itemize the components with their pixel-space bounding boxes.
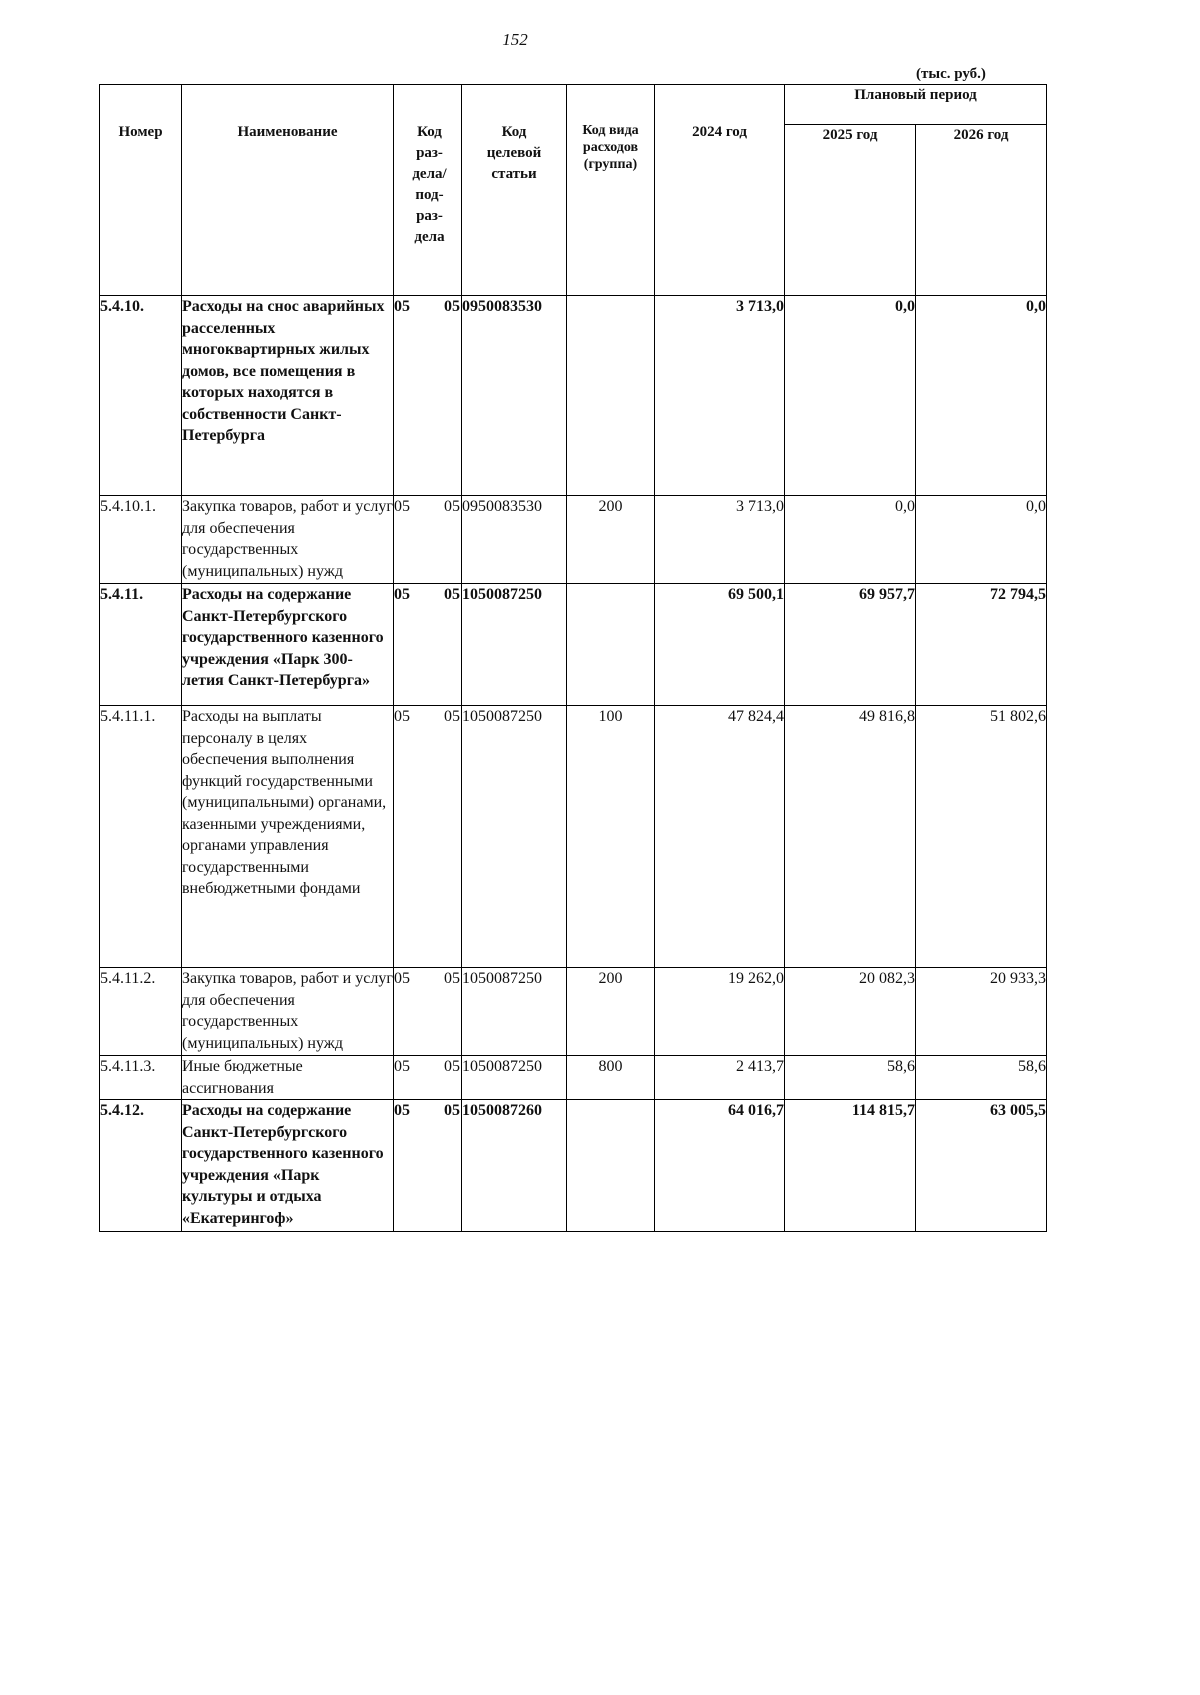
row-amount-2025: 49 816,8 <box>785 706 916 968</box>
table-row <box>100 968 1047 1056</box>
row-celevoy-code: 0950083530 <box>462 496 567 584</box>
row-amount-2024: 19 262,0 <box>655 968 785 1056</box>
row-celevoy-code: 0950083530 <box>462 296 567 496</box>
row-vid-code <box>567 584 655 706</box>
row-amount-2026: 0,0 <box>916 496 1047 584</box>
row-razdel-code <box>394 496 462 584</box>
row-amount-2026: 51 802,6 <box>916 706 1047 968</box>
row-amount-2024: 2 413,7 <box>655 1056 785 1100</box>
row-number: 5.4.11.1. <box>100 706 182 968</box>
razdel-code: 05 <box>394 970 410 987</box>
row-name: Расходы на содержание Санкт-Петербургского государственного казенного учреждения «Парк культуры и отдыха «Екатерингоф» <box>182 1100 394 1232</box>
table-row <box>100 1056 1047 1100</box>
header-celevoy: Код целевой статьи <box>462 85 567 296</box>
row-vid-code: 100 <box>567 706 655 968</box>
header-2024: 2024 год <box>655 85 785 296</box>
podrazdel-code: 05 <box>444 1058 460 1075</box>
row-celevoy-code: 1050087250 <box>462 584 567 706</box>
row-number: 5.4.12. <box>100 1100 182 1232</box>
row-vid-code: 800 <box>567 1056 655 1100</box>
row-razdel-code <box>394 706 462 968</box>
row-name: Расходы на выплаты персоналу в целях обеспечения выполнения функций государственными (муниципальными) органами, казенными учреждениями, органами управления государственными внебюджетными фондами <box>182 706 394 968</box>
row-amount-2024: 3 713,0 <box>655 296 785 496</box>
row-number: 5.4.11.2. <box>100 968 182 1056</box>
header-name: Наименование <box>182 85 394 296</box>
row-celevoy-code: 1050087250 <box>462 968 567 1056</box>
row-amount-2025: 20 082,3 <box>785 968 916 1056</box>
razdel-code: 05 <box>394 498 410 515</box>
row-number: 5.4.10. <box>100 296 182 496</box>
table-row <box>100 496 1047 584</box>
podrazdel-code: 05 <box>444 586 460 603</box>
row-name: Иные бюджетные ассигнования <box>182 1056 394 1100</box>
row-amount-2026: 58,6 <box>916 1056 1047 1100</box>
row-name: Расходы на снос аварийных расселенных многоквартирных жилых домов, все помещения в которых находятся в собственности Санкт-Петербурга <box>182 296 394 496</box>
row-razdel-code <box>394 1056 462 1100</box>
row-celevoy-code: 1050087250 <box>462 1056 567 1100</box>
row-amount-2025: 0,0 <box>785 496 916 584</box>
row-amount-2025: 69 957,7 <box>785 584 916 706</box>
row-celevoy-code: 1050087260 <box>462 1100 567 1232</box>
razdel-code: 05 <box>394 1058 410 1075</box>
row-number: 5.4.11.3. <box>100 1056 182 1100</box>
row-amount-2024: 3 713,0 <box>655 496 785 584</box>
razdel-code: 05 <box>394 298 410 315</box>
units-label: (тыс. руб.) <box>916 66 986 82</box>
podrazdel-code: 05 <box>444 970 460 987</box>
row-amount-2026: 72 794,5 <box>916 584 1047 706</box>
row-name: Расходы на содержание Санкт-Петербургского государственного казенного учреждения «Парк 300-летия Санкт-Петербурга» <box>182 584 394 706</box>
row-amount-2025: 0,0 <box>785 296 916 496</box>
row-amount-2026: 63 005,5 <box>916 1100 1047 1232</box>
row-amount-2024: 47 824,4 <box>655 706 785 968</box>
row-amount-2024: 69 500,1 <box>655 584 785 706</box>
table-row <box>100 296 1047 496</box>
razdel-code: 05 <box>394 708 410 725</box>
header-2026: 2026 год <box>916 125 1047 296</box>
header-razdel: Код раз-дела/ под-раз-дела <box>394 85 462 296</box>
row-name: Закупка товаров, работ и услуг для обеспечения государственных (муниципальных) нужд <box>182 968 394 1056</box>
podrazdel-code: 05 <box>444 1102 460 1119</box>
razdel-code: 05 <box>394 586 410 603</box>
row-vid-code: 200 <box>567 496 655 584</box>
row-vid-code <box>567 1100 655 1232</box>
table-row <box>100 706 1047 968</box>
row-amount-2026: 0,0 <box>916 296 1047 496</box>
row-number: 5.4.11. <box>100 584 182 706</box>
razdel-code: 05 <box>394 1102 410 1119</box>
row-razdel-code <box>394 1100 462 1232</box>
row-razdel-code <box>394 296 462 496</box>
row-celevoy-code: 1050087250 <box>462 706 567 968</box>
podrazdel-code: 05 <box>444 498 460 515</box>
header-vid: Код вида расходов (группа) <box>567 85 655 296</box>
row-amount-2025: 58,6 <box>785 1056 916 1100</box>
row-name: Закупка товаров, работ и услуг для обеспечения государственных (муниципальных) нужд <box>182 496 394 584</box>
row-razdel-code <box>394 584 462 706</box>
table-row <box>100 584 1047 706</box>
budget-table <box>99 84 1047 1232</box>
budget-table-body <box>100 296 1047 1232</box>
header-planned-period: Плановый период <box>785 85 1047 125</box>
row-razdel-code <box>394 968 462 1056</box>
podrazdel-code: 05 <box>444 298 460 315</box>
row-amount-2024: 64 016,7 <box>655 1100 785 1232</box>
row-vid-code: 200 <box>567 968 655 1056</box>
header-number: Номер <box>100 85 182 296</box>
table-row <box>100 1100 1047 1232</box>
page-number: 152 <box>502 30 528 49</box>
podrazdel-code: 05 <box>444 708 460 725</box>
row-amount-2025: 114 815,7 <box>785 1100 916 1232</box>
row-vid-code <box>567 296 655 496</box>
row-number: 5.4.10.1. <box>100 496 182 584</box>
header-2025: 2025 год <box>785 125 916 296</box>
row-amount-2026: 20 933,3 <box>916 968 1047 1056</box>
